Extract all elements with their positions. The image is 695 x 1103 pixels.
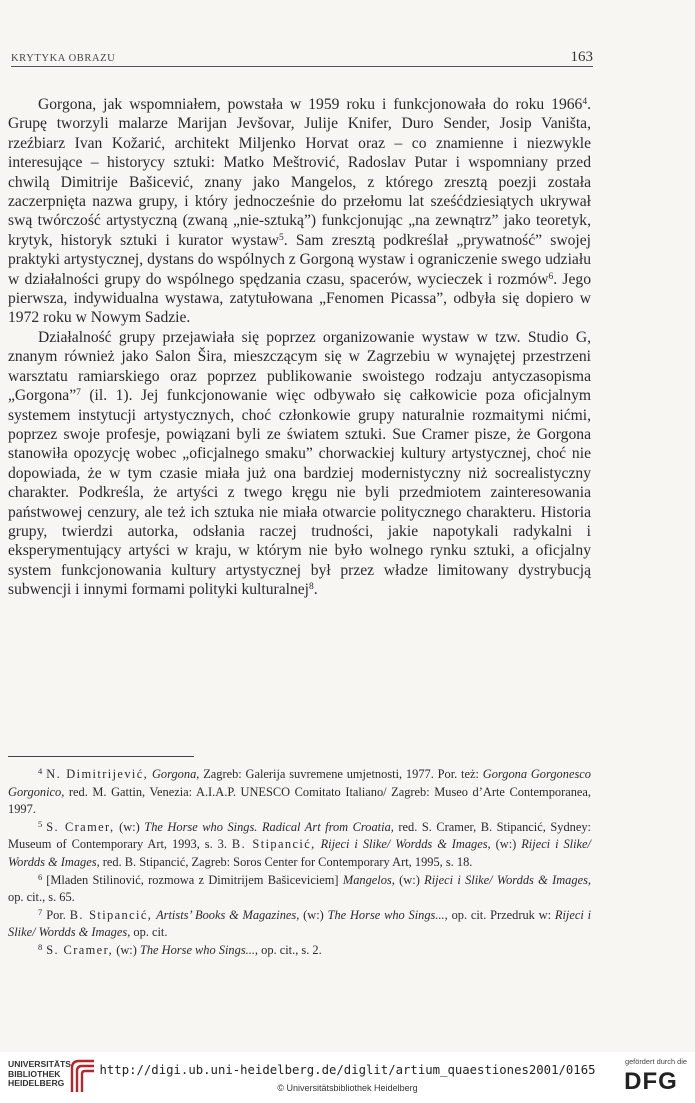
library-name-line: BIBLIOTHEK [8,1068,61,1079]
footnote-title: Rijeci i Slike/ Wordds & Images, [424,872,591,887]
footnote-number: 5 [38,818,43,829]
library-name-line: UNIVERSITÄTS- [8,1059,74,1069]
footnote-author: S. Cramer, [46,942,114,957]
footnote-text: op. cit., s. 2. [261,942,322,957]
footnote-title: The Horse who Sings..., [139,942,259,957]
footnotes [8,766,591,960]
funding-label: gefördert durch die [624,1057,687,1066]
page-number: 163 [570,49,593,65]
footnote-marker: 7 [76,388,81,399]
footnote-number: 7 [38,906,43,917]
footnote-author: N. Dimitrijević, [46,767,149,781]
footnote-title: Gorgona Gorgonesco Gorgonico, [8,767,591,799]
footnote-marker: 8 [309,582,314,593]
library-name-line: HEIDELBERG [8,1078,65,1089]
footnote-4 [8,766,591,819]
footnote-marker: 5 [278,232,284,243]
footnote-title: The Horse who Sings..., [327,907,448,922]
footnote-title: Mangelos, [342,872,395,887]
footnote-marker: 4 [582,97,588,107]
footnote-title: Artists’ Books & Magazines, [156,907,300,922]
body-text [8,95,591,600]
footnote-8 [8,942,591,960]
running-title: KRYTYKA OBRAZU [11,53,116,64]
footnote-marker: 6 [548,271,554,282]
footnote-title: Rijeci i Slike/ Wordds & Images, [8,907,592,940]
footnote-title: Rijeci i Slike/ Wordds & Images, [8,837,591,869]
footnote-text: op. cit. [133,925,168,940]
footnote-text: red. S. Cramer, B. Stipancić, Sydney: Museum of Contemporary Art, 1993, s. 3. [8,819,591,852]
paragraph-1: Gorgona, jak wspomniałem, powstała w 1959 roku i funkcjonowała do roku 1966$^4$. Grupę tworzyli malarze Marijan Jevšovar, Julije Knifer, Duro Sender, Josip Vaništa, rzeźbiarz Ivan Kožarić, architekt Miljenko Horvat oraz – co znamienne i niezwykle interesujące – historycy sztuki: Matko Meštrović, Radoslav Putar i wspomniany przed chwilą Dimitrije Bašicević, znany jako Mangelos, z którego zresztą poezji została zaczerpnięta nazwa grupy, i który jednocześnie do przełomu lat sześćdziesiątych ukrywał swą twórczość artystyczną (zwaną „nie-sztuką”) funkcjonując „na zewnątrz” jako teoretyk, krytyk, historyk sztuki i kurator wystaw$^5$. Sam zresztą podkreślał „prywatność” swojej praktyki artystycznej, dystans do wspólnych z Gorgoną wystaw i ograniczenie swego udziału w działalności grupy do wspólnego spędzania czasu, spacerów, wycieczek i rozmów$^6$. Jego pierwsza, indywidualna wystawa, zatytułowana „Fenomen Picassa”, odbyła się dopiero w 1972 roku w Nowym Sadzie. [8,96,591,327]
footnote-author: S. Cramer, [46,819,115,834]
footnote-text: op. cit. Przedruk w: [451,907,552,922]
footnote-rule [8,756,194,757]
footnote-text: op. cit., s. 65. [8,890,75,905]
footnote-6 [8,872,591,907]
footnote-author: B. Stipancić, [231,837,316,852]
footnote-title: The Horse who Sings. Radical Art from Croatia, [144,819,394,834]
permalink-url[interactable]: http://digi.ub.uni-heidelberg.de/diglit/artium_quaestiones2001/0165 [99,1063,596,1077]
footnote-title: Rijeci i Slike/ Wordds & Images, [320,837,491,852]
footnote-number: 4 [38,766,43,776]
footnote-text: (w:) [119,819,140,834]
footnote-text: Por. [46,907,66,922]
footnote-5 [8,819,591,872]
footnote-text: (w:) [116,942,137,957]
footnote-text: (w:) [495,837,517,852]
running-head [11,50,593,67]
footnote-text: (w:) [303,907,324,922]
footnote-7 [8,907,591,942]
footnote-text: red. B. Stipancić, Zagreb: Soros Center for Contemporary Art, 1995, s. 18. [102,854,473,869]
copyright-notice: © Universitätsbibliothek Heidelberg [277,1083,418,1093]
footnote-text: red. M. Gattin, Venezia: A.I.A.P. UNESCO Comitato Italiano/ Zagreb: Museo d’Arte Contemporanea, 1997. [8,784,591,817]
footnote-text: Zagreb: Galerija suvremene umjetnosti, 1977. Por. też: [203,767,479,781]
footnote-author: B. Stipancić, [69,907,153,922]
paragraph-2: Działalność grupy przejawiała się poprzez organizowanie wystaw w tzw. Studio G, znanym również jako Salon Šira, mieszczącym się w Zagrzebiu w wynajętej przestrzeni warsztatu ramiarskiego oraz poprzez publikowanie swoistego rodzaju antyczasopisma „Gorgona”$^7$ (il. 1). Jej funkcjonowanie więc odbywało się całkowicie poza oficjalnym systemem instytucji artystycznych, choć członkowie grupy naturalnie rozmaitymi nićmi, poprzez swoje profesje, powiązani byli ze światem sztuki. Sue Cramer pisze, że Gorgona stanowiła opozycję wobec „oficjalnego smaku” chorwackiej kultury artystycznej, choć nie dopowiada, że w tym czasie miała już ona bardziej modernistyczny niż socrealistyczny charakter. Podkreśla, że artyści z twego kręgu nie byli przedmiotem zainteresowania państwowej cenzury, ale też ich sztuka nie miała otwarcie politycznego charakteru. Historia grupy, twierdzi autorka, odsłania raczej trudności, jakie napotykali radykalni i eksperymentujący artyści w kraju, w którym nie było wolnego rynku sztuki, a oficjalny system funkcjonowania kultury artystycznej był przez władze limitowany dystrybucją subwencji i innymi formami polityki kulturalnej$^8$. [8,328,591,599]
footnote-text: (w:) [399,872,420,887]
viewer-footer [0,1052,695,1103]
footnote-text: [Mladen Stilinović, rozmowa z Dimitrijem Bašiceviciem] [46,872,339,887]
dfg-logo[interactable] [615,1068,687,1092]
footnote-number: 8 [38,941,43,952]
dfg-logo-text: DFG [624,1068,678,1092]
footnote-title: Gorgona, [151,767,200,781]
footnote-number: 6 [38,871,43,882]
